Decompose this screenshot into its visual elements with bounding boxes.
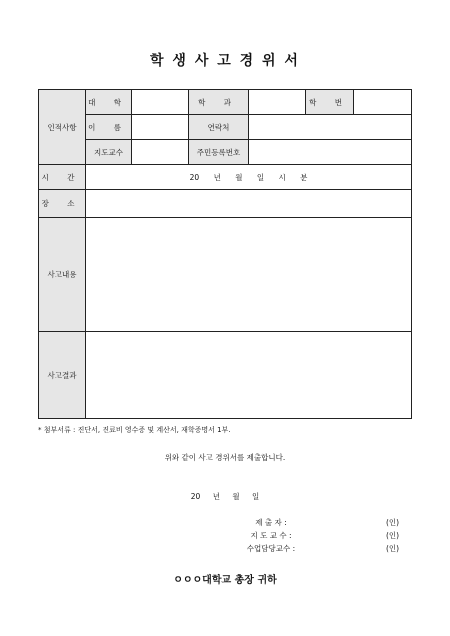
declaration-text: 위와 같이 사고 경위서를 제출합니다. [164,453,286,462]
signature-instructor [236,543,400,554]
contact-label: 연락처 [189,115,249,140]
content-label: 사고내용 [39,218,86,332]
time-field[interactable]: 20 년 월 일 시 분 [86,165,412,190]
college-field[interactable] [132,90,189,115]
content-field[interactable] [86,218,412,332]
incident-report-table [38,89,412,419]
student-id-label: 학 번 [306,90,354,115]
time-label: 시 간 [39,165,86,190]
signature-submitter [236,517,400,528]
personal-info-label: 인적사항 [39,90,86,165]
place-field[interactable] [86,190,412,218]
contact-field[interactable] [249,115,412,140]
signature-label: 지 도 교 수 : [250,531,292,540]
signature-label: 수업담당교수 : [246,544,296,553]
department-field[interactable] [249,90,306,115]
college-label: 대 학 [86,90,132,115]
addressee-footer: ㅇㅇㅇ대학교 총장 귀하 [173,575,277,586]
department-label: 학 과 [189,90,249,115]
attachment-note: * 첨부서류 : 진단서, 진료비 영수증 및 계산서, 재학증명서 1부. [38,426,231,434]
resident-id-label: 주민등록번호 [189,140,249,165]
student-id-field[interactable] [354,90,412,115]
seal-mark: (인) [386,544,400,553]
name-field[interactable] [132,115,189,140]
result-field[interactable] [86,332,412,419]
advisor-label: 지도교수 [86,140,132,165]
seal-mark: (인) [386,531,400,540]
place-label: 장 소 [39,190,86,218]
signature-advisor [236,530,400,541]
submission-date: 20 년 월 일 [190,492,260,501]
name-label: 이 름 [86,115,132,140]
result-label: 사고결과 [39,332,86,419]
resident-id-field[interactable] [249,140,412,165]
seal-mark: (인) [386,518,400,527]
advisor-field[interactable] [132,140,189,165]
signature-label: 제 출 자 : [255,518,287,527]
document-title: 학 생 사 고 경 위 서 [150,53,300,69]
